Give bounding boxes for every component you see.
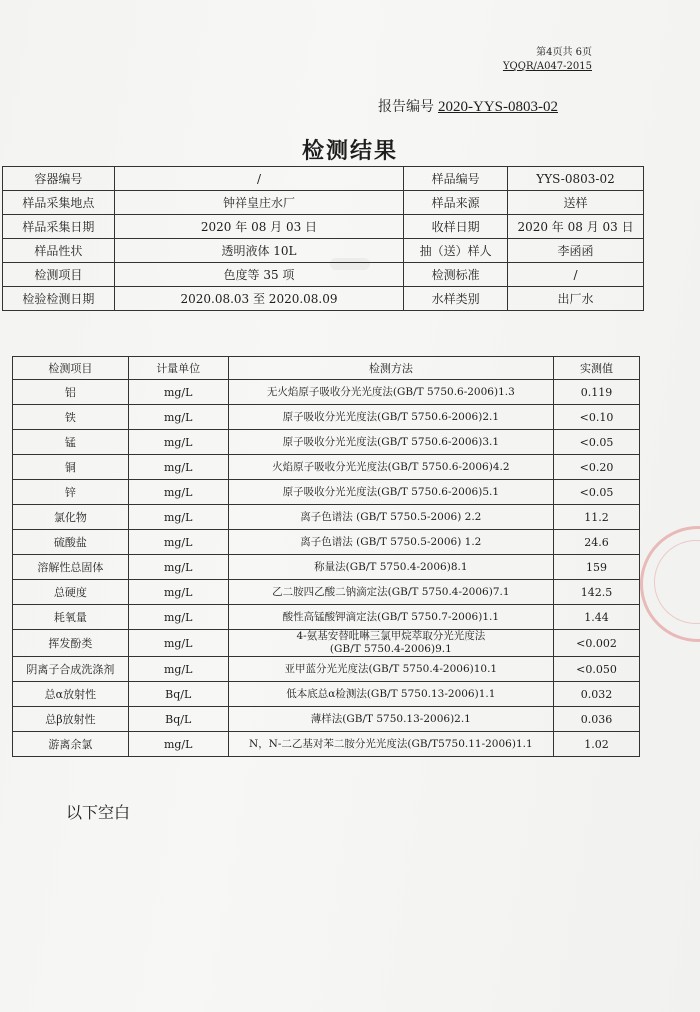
- result-method: 离子色谱法 (GB/T 5750.5-2006) 2.2: [228, 505, 553, 530]
- info-label-right: 收样日期: [404, 215, 508, 239]
- table-row: [13, 530, 640, 555]
- result-value: <0.20: [554, 455, 640, 480]
- result-item: 锌: [13, 480, 129, 505]
- info-label-left: 样品性状: [3, 239, 115, 263]
- result-unit: Bq/L: [128, 682, 228, 707]
- result-item: 铜: [13, 455, 129, 480]
- result-unit: mg/L: [128, 380, 228, 405]
- table-row: [13, 732, 640, 757]
- result-unit: mg/L: [128, 732, 228, 757]
- table-row: [13, 380, 640, 405]
- table-row: [13, 707, 640, 732]
- result-value: 0.032: [554, 682, 640, 707]
- result-unit: mg/L: [128, 530, 228, 555]
- info-value-right: 送样: [508, 191, 644, 215]
- info-label-left: 检验检测日期: [3, 287, 115, 311]
- header-method: 检测方法: [228, 357, 553, 380]
- result-unit: mg/L: [128, 455, 228, 480]
- table-row: [13, 455, 640, 480]
- result-unit: mg/L: [128, 630, 228, 657]
- info-value-right: 出厂水: [508, 287, 644, 311]
- report-number-value: 2020-YYS-0803-02: [438, 99, 558, 115]
- report-number-label: 报告编号: [378, 99, 434, 115]
- results-table: [12, 356, 640, 757]
- result-value: 24.6: [554, 530, 640, 555]
- table-row: [13, 630, 640, 657]
- result-value: 1.02: [554, 732, 640, 757]
- result-item: 阴离子合成洗涤剂: [13, 657, 129, 682]
- header-item: 检测项目: [13, 357, 129, 380]
- form-code: YQQR/A047-2015: [502, 61, 592, 72]
- info-value-left: 钟祥皇庄水厂: [114, 191, 403, 215]
- table-row: [13, 405, 640, 430]
- header-unit: 计量单位: [128, 357, 228, 380]
- result-method: 称量法(GB/T 5750.4-2006)8.1: [228, 555, 553, 580]
- result-value: <0.05: [554, 480, 640, 505]
- result-unit: mg/L: [128, 505, 228, 530]
- result-method: 原子吸收分光光度法(GB/T 5750.6-2006)3.1: [228, 430, 553, 455]
- result-method: 无火焰原子吸收分光光度法(GB/T 5750.6-2006)1.3: [228, 380, 553, 405]
- result-unit: mg/L: [128, 605, 228, 630]
- result-value: 0.036: [554, 707, 640, 732]
- info-label-right: 检测标准: [404, 263, 508, 287]
- info-row: [3, 239, 644, 263]
- result-unit: mg/L: [128, 405, 228, 430]
- table-row: [13, 480, 640, 505]
- info-row: [3, 215, 644, 239]
- result-item: 耗氧量: [13, 605, 129, 630]
- info-value-left: /: [114, 167, 403, 191]
- result-value: 11.2: [554, 505, 640, 530]
- info-label-right: 样品编号: [404, 167, 508, 191]
- result-value: 1.44: [554, 605, 640, 630]
- result-item: 总β放射性: [13, 707, 129, 732]
- info-value-left: 透明液体 10L: [114, 239, 403, 263]
- result-item: 总α放射性: [13, 682, 129, 707]
- result-unit: mg/L: [128, 480, 228, 505]
- info-label-left: 样品采集日期: [3, 215, 115, 239]
- info-value-right: /: [508, 263, 644, 287]
- info-value-right: 2020 年 08 月 03 日: [508, 215, 644, 239]
- result-method: 4-氨基安替吡啉三氯甲烷萃取分光光度法 (GB/T 5750.4-2006)9.1: [228, 630, 553, 657]
- result-item: 铁: [13, 405, 129, 430]
- result-value: <0.002: [554, 630, 640, 657]
- result-method: 火焰原子吸收分光光度法(GB/T 5750.6-2006)4.2: [228, 455, 553, 480]
- page-number: 第4页共 6页: [536, 47, 592, 58]
- info-value-left: 色度等 35 项: [114, 263, 403, 287]
- info-row: [3, 167, 644, 191]
- result-method: 离子色谱法 (GB/T 5750.5-2006) 1.2: [228, 530, 553, 555]
- info-row: [3, 191, 644, 215]
- info-label-left: 容器编号: [3, 167, 115, 191]
- info-row: [3, 287, 644, 311]
- table-row: [13, 505, 640, 530]
- result-method: 亚甲蓝分光光度法(GB/T 5750.4-2006)10.1: [228, 657, 553, 682]
- result-method: 乙二胺四乙酸二钠滴定法(GB/T 5750.4-2006)7.1: [228, 580, 553, 605]
- result-value: <0.050: [554, 657, 640, 682]
- info-value-left: 2020.08.03 至 2020.08.09: [114, 287, 403, 311]
- page-title: 检测结果: [301, 138, 398, 164]
- result-method: N，N-二乙基对苯二胺分光光度法(GB/T5750.11-2006)1.1: [228, 732, 553, 757]
- result-item: 铝: [13, 380, 129, 405]
- result-unit: Bq/L: [128, 707, 228, 732]
- table-row: [13, 682, 640, 707]
- table-row: [13, 430, 640, 455]
- results-header-row: [13, 357, 640, 380]
- info-row: [3, 263, 644, 287]
- page-info: [503, 46, 592, 74]
- table-row: [13, 605, 640, 630]
- result-value: 142.5: [554, 580, 640, 605]
- result-item: 总硬度: [13, 580, 129, 605]
- result-item: 游离余氯: [13, 732, 129, 757]
- report-number: [378, 96, 558, 116]
- result-method: 原子吸收分光光度法(GB/T 5750.6-2006)2.1: [228, 405, 553, 430]
- result-value: <0.10: [554, 405, 640, 430]
- result-item: 硫酸盐: [13, 530, 129, 555]
- result-item: 挥发酚类: [13, 630, 129, 657]
- info-value-right: YYS-0803-02: [508, 167, 644, 191]
- info-label-left: 样品采集地点: [3, 191, 115, 215]
- result-method: 低本底总α检测法(GB/T 5750.13-2006)1.1: [228, 682, 553, 707]
- result-value: 159: [554, 555, 640, 580]
- result-unit: mg/L: [128, 580, 228, 605]
- table-row: [13, 657, 640, 682]
- result-item: 氯化物: [13, 505, 129, 530]
- info-value-left: 2020 年 08 月 03 日: [114, 215, 403, 239]
- result-item: 锰: [13, 430, 129, 455]
- sample-info-table: [2, 166, 644, 311]
- result-method: 薄样法(GB/T 5750.13-2006)2.1: [228, 707, 553, 732]
- result-unit: mg/L: [128, 430, 228, 455]
- result-unit: mg/L: [128, 555, 228, 580]
- result-unit: mg/L: [128, 657, 228, 682]
- info-label-right: 抽（送）样人: [404, 239, 508, 263]
- info-label-right: 水样类别: [404, 287, 508, 311]
- table-row: [13, 555, 640, 580]
- info-label-right: 样品来源: [404, 191, 508, 215]
- result-value: 0.119: [554, 380, 640, 405]
- info-value-right: 李函函: [508, 239, 644, 263]
- result-method: 酸性高锰酸钾滴定法(GB/T 5750.7-2006)1.1: [228, 605, 553, 630]
- table-row: [13, 580, 640, 605]
- result-method: 原子吸收分光光度法(GB/T 5750.6-2006)5.1: [228, 480, 553, 505]
- header-value: 实测值: [554, 357, 640, 380]
- result-item: 溶解性总固体: [13, 555, 129, 580]
- result-value: <0.05: [554, 430, 640, 455]
- blank-below-note: 以下空白: [66, 803, 131, 822]
- info-label-left: 检测项目: [3, 263, 115, 287]
